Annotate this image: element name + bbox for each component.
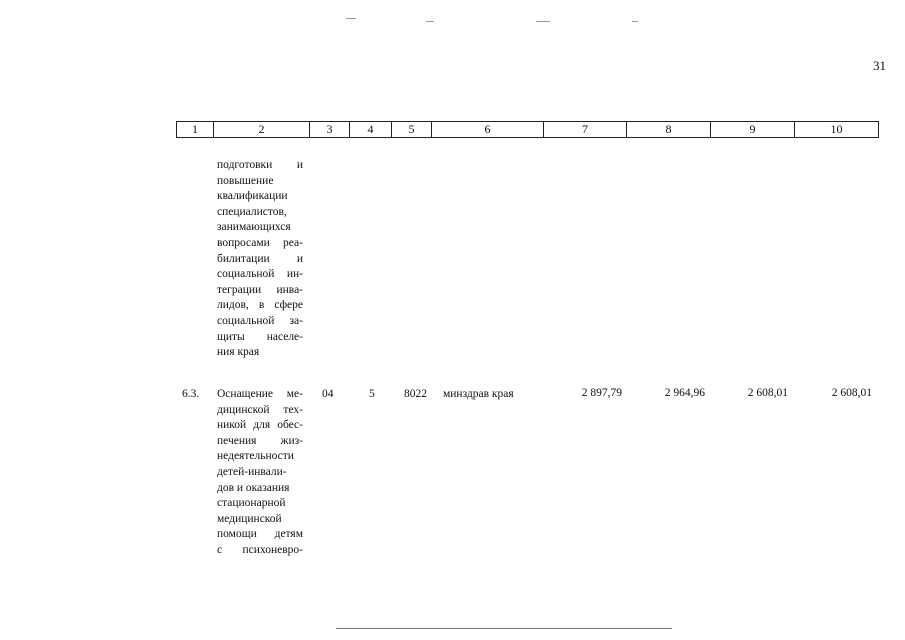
cell-col4: 5 (369, 388, 375, 400)
scan-artifact (346, 18, 356, 19)
text-line: подготовки и (217, 159, 303, 171)
scan-artifact (426, 21, 434, 22)
header-cell-6: 6 (432, 122, 544, 137)
text-line: теграции инва- (217, 283, 303, 296)
table-header-row (176, 121, 879, 138)
text-line: квалификации (217, 190, 288, 203)
text-line: щиты населе- (217, 330, 303, 343)
scan-artifact (536, 21, 550, 22)
text-line: Оснащение ме- (217, 388, 303, 400)
text-line: недеятельности (217, 450, 294, 463)
text-line: занимающихся (217, 221, 291, 234)
row-number: 6.3. (182, 388, 200, 400)
text-line: никой для обес- (217, 419, 303, 432)
header-cell-10: 10 (830, 122, 843, 136)
text-line: дов и оказания (217, 481, 290, 494)
header-cell-8: 8 (627, 122, 711, 137)
header-cell-9: 9 (711, 122, 795, 137)
text-line: помощи детям (217, 528, 303, 541)
cell-col7: 2 897,79 (581, 387, 622, 399)
text-line: печения жиз- (217, 434, 303, 447)
header-cell-4: 4 (350, 122, 392, 137)
scan-artifact (632, 21, 638, 22)
cell-col6: минздрав края (443, 388, 514, 400)
page-number: 31 (873, 58, 886, 73)
text-line: дицинской тех- (217, 403, 303, 416)
text-line: с психоневро- (217, 543, 303, 556)
header-cell-7: 7 (544, 122, 627, 137)
header-cell-1: 1 (177, 122, 214, 137)
header-cell-5: 5 (392, 122, 432, 137)
text-line: социальной ин- (217, 268, 303, 281)
continuation-text (217, 158, 303, 361)
text-line: ния края (217, 346, 260, 359)
header-cell-3: 3 (310, 122, 350, 137)
cell-col5: 8022 (404, 388, 427, 400)
text-line: специалистов, (217, 205, 287, 218)
scan-artifact (336, 628, 672, 629)
text-line: медицинской (217, 512, 282, 525)
text-line: социальной за- (217, 314, 303, 327)
text-line: лидов, в сфере (217, 299, 303, 312)
text-line: вопросами реа- (217, 236, 303, 249)
text-line: повышение (217, 174, 274, 187)
header-cell-2: 2 (214, 122, 310, 137)
text-line: билитации и (217, 252, 303, 265)
text-line: стационарной (217, 497, 286, 510)
cell-col8: 2 964,96 (664, 387, 705, 399)
text-line: детей-инвали- (217, 465, 287, 478)
cell-col10: 2 608,01 (831, 387, 872, 399)
row-description (217, 387, 303, 559)
cell-col3: 04 (322, 388, 334, 400)
cell-col9: 2 608,01 (747, 387, 788, 399)
